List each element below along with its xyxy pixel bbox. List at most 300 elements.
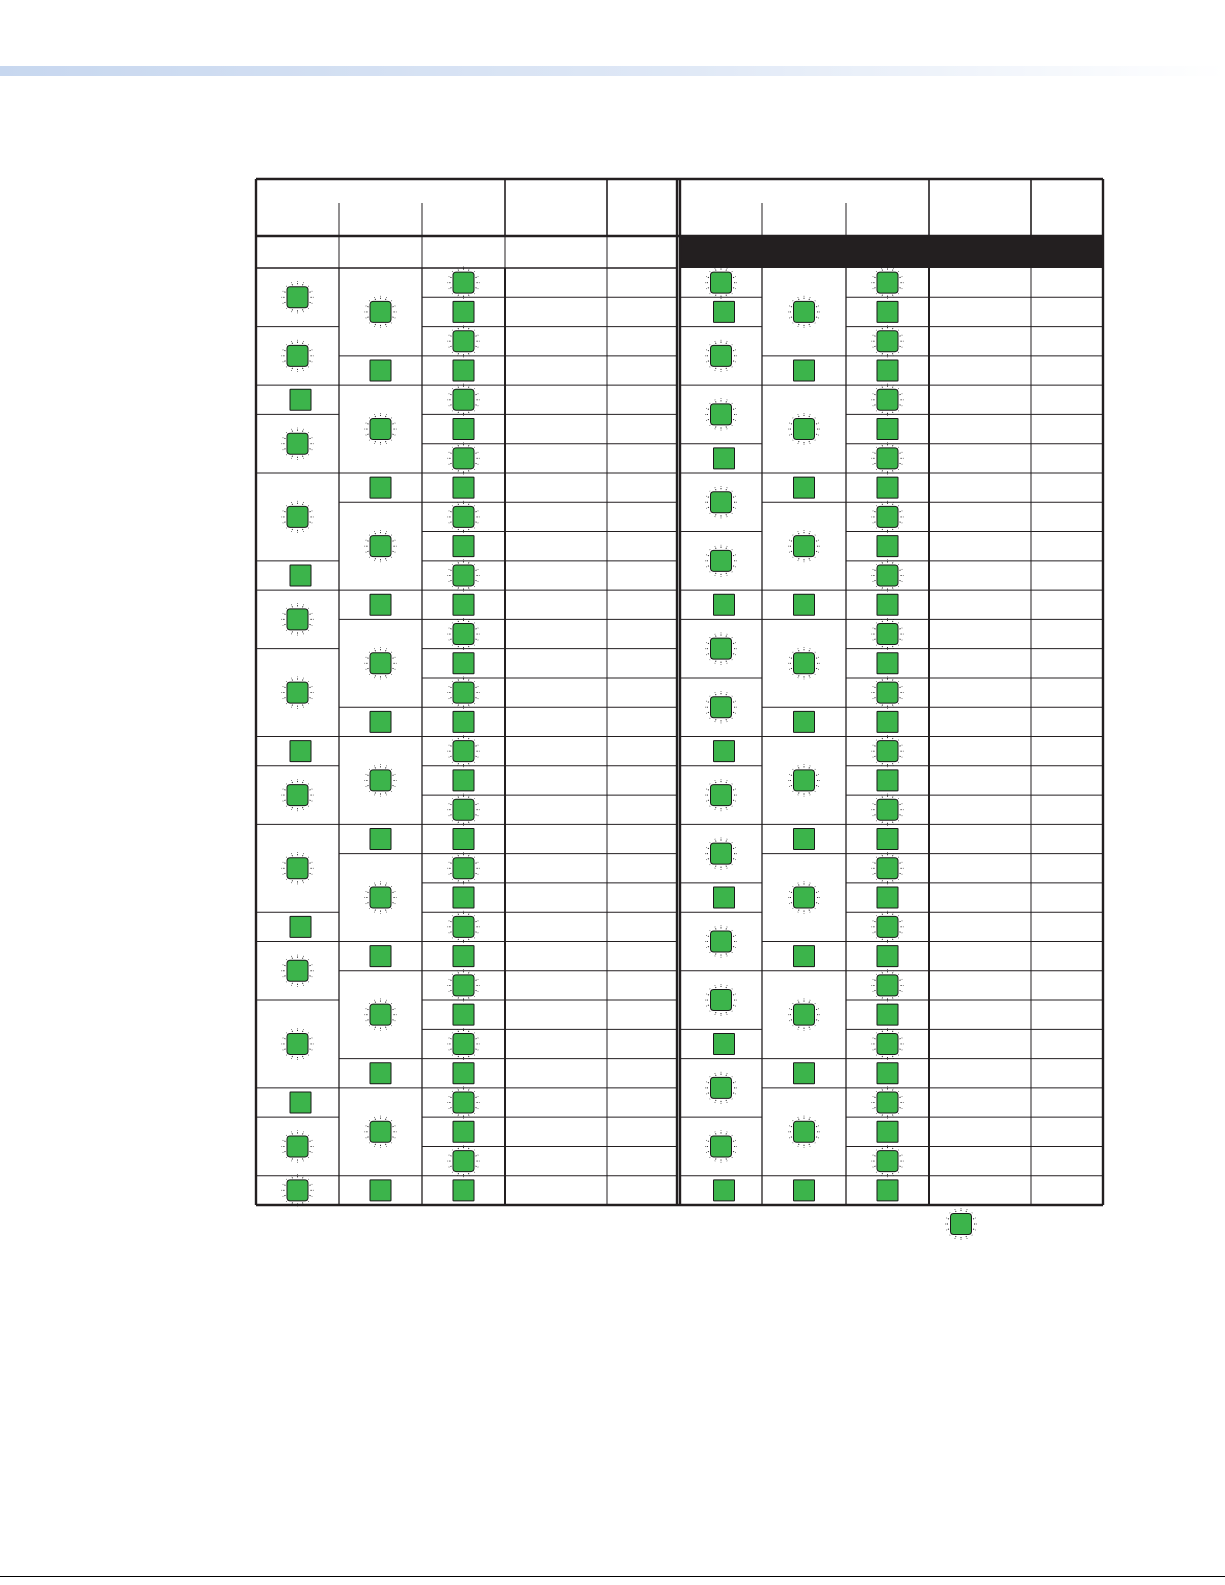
led-ray	[310, 1151, 313, 1152]
led-ray	[449, 580, 452, 581]
right-col3-led-11	[877, 594, 898, 615]
right-col3-led-25	[877, 1004, 898, 1025]
led-ray	[873, 698, 876, 699]
led-ray	[900, 463, 903, 464]
led-ray	[291, 282, 292, 285]
solid-led-icon	[290, 916, 311, 937]
right-col1-led-0	[705, 267, 737, 299]
led-ray	[789, 1126, 792, 1127]
left-col3-led-26	[448, 1028, 480, 1060]
led-ray	[302, 341, 303, 344]
blinking-led-icon	[877, 858, 898, 879]
led-ray	[873, 639, 876, 640]
led-ray	[385, 675, 386, 678]
led-ray	[789, 1020, 792, 1021]
led-ray	[291, 1056, 292, 1059]
led-ray	[476, 990, 479, 991]
left-col3-led-3	[453, 360, 474, 381]
led-ray	[706, 507, 709, 508]
led-ray	[733, 419, 736, 420]
solid-led-icon	[794, 828, 815, 849]
led-ray	[291, 678, 292, 681]
led-ray	[816, 657, 819, 658]
led-ray	[816, 668, 819, 669]
led-ray	[291, 807, 292, 810]
blinking-led-icon	[370, 419, 391, 440]
led-ray	[809, 558, 810, 561]
led-ray	[385, 1144, 386, 1147]
solid-led-icon	[290, 741, 311, 762]
led-ray	[366, 1126, 369, 1127]
led-ray	[449, 1166, 452, 1167]
blinking-led-icon	[370, 653, 391, 674]
led-ray	[789, 785, 792, 786]
led-ray	[789, 551, 792, 552]
led-ray	[393, 1020, 396, 1021]
led-ray	[873, 862, 876, 863]
left-col3-led-7	[453, 477, 474, 498]
left-col3-led-30	[448, 1145, 480, 1177]
led-ray	[733, 859, 736, 860]
led-ray	[873, 921, 876, 922]
blinking-led-icon	[453, 448, 474, 469]
led-ray	[873, 686, 876, 687]
led-ray	[310, 976, 313, 977]
led-ray	[816, 1126, 819, 1127]
led-ray	[291, 529, 292, 532]
left-col3-led-15	[453, 711, 474, 732]
led-ray	[302, 678, 303, 681]
led-ray	[449, 511, 452, 512]
led-ray	[393, 903, 396, 904]
footer-rule	[0, 1576, 1225, 1577]
led-ray	[873, 335, 876, 336]
led-ray	[726, 426, 727, 429]
led-ray	[310, 291, 313, 292]
led-ray	[366, 551, 369, 552]
table-grid	[256, 179, 1103, 1205]
led-ray	[733, 277, 736, 278]
led-ray	[393, 1126, 396, 1127]
solid-led-icon	[714, 301, 735, 322]
left-col1-led-9	[282, 779, 314, 811]
solid-led-icon	[794, 594, 815, 615]
led-ray	[393, 668, 396, 669]
led-ray	[449, 979, 452, 980]
blinking-led-icon	[877, 1033, 898, 1054]
led-ray	[816, 423, 819, 424]
led-ray	[900, 862, 903, 863]
led-ray	[476, 745, 479, 746]
led-ray	[715, 927, 716, 930]
led-ray	[476, 628, 479, 629]
led-ray	[789, 1009, 792, 1010]
led-ray	[733, 712, 736, 713]
led-ray	[283, 1038, 286, 1039]
left-col1-led-7	[282, 677, 314, 709]
led-ray	[900, 921, 903, 922]
led-ray	[973, 1229, 976, 1230]
legend-led-square	[951, 1214, 972, 1235]
blinking-led-icon	[711, 697, 732, 718]
led-ray	[715, 780, 716, 783]
solid-led-icon	[370, 711, 391, 732]
led-ray	[393, 1137, 396, 1138]
blinking-led-icon	[453, 1092, 474, 1113]
led-ray	[283, 1049, 286, 1050]
led-ray	[900, 698, 903, 699]
led-ray	[283, 291, 286, 292]
led-ray	[310, 302, 313, 303]
led-ray	[283, 361, 286, 362]
led-ray	[476, 756, 479, 757]
blinking-led-icon	[711, 404, 732, 425]
led-ray	[449, 921, 452, 922]
right-col1-led-5	[705, 486, 737, 518]
blinking-led-icon	[711, 638, 732, 659]
led-ray	[310, 1184, 313, 1185]
led-ray	[385, 558, 386, 561]
led-ray	[302, 880, 303, 883]
led-ray	[283, 873, 286, 874]
left-col3-led-8	[448, 501, 480, 533]
led-ray	[900, 990, 903, 991]
solid-led-icon	[877, 301, 898, 322]
led-ray	[715, 426, 716, 429]
blinking-led-icon	[287, 858, 308, 879]
solid-led-icon	[877, 887, 898, 908]
led-ray	[706, 946, 709, 947]
led-ray	[733, 496, 736, 497]
blinking-led-icon	[453, 272, 474, 293]
led-ray	[726, 927, 727, 930]
solid-led-icon	[714, 741, 735, 762]
led-ray	[374, 910, 375, 913]
blinking-led-icon	[287, 682, 308, 703]
led-ray	[393, 551, 396, 552]
left-col1-led-11	[290, 916, 311, 937]
led-ray	[385, 1117, 386, 1120]
led-ray	[726, 866, 727, 869]
blinking-led-icon	[370, 887, 391, 908]
right-col3-led-1	[877, 301, 898, 322]
led-ray	[900, 277, 903, 278]
led-ray	[900, 1038, 903, 1039]
right-col3-led-28	[872, 1087, 904, 1119]
right-col3-led-3	[877, 360, 898, 381]
led-ray	[283, 613, 286, 614]
led-ray	[706, 789, 709, 790]
led-ray	[385, 766, 386, 769]
right-col2-led-4	[788, 530, 820, 562]
right-col3-led-27	[877, 1063, 898, 1084]
led-ray	[449, 873, 452, 874]
led-ray	[449, 452, 452, 453]
blinking-led-icon	[453, 389, 474, 410]
left-col1-led-16	[282, 1174, 314, 1206]
right-col1-led-17	[705, 1072, 737, 1104]
right-col1-led-4	[714, 448, 735, 469]
right-col3-led-12	[872, 618, 904, 650]
led-ray	[366, 891, 369, 892]
led-ray	[476, 873, 479, 874]
led-ray	[374, 558, 375, 561]
right-col3-led-20	[872, 852, 904, 884]
led-ray	[873, 405, 876, 406]
led-ray	[809, 766, 810, 769]
blinking-led-icon	[711, 272, 732, 293]
right-col1-led-7	[714, 594, 735, 615]
led-ray	[715, 400, 716, 403]
led-ray	[291, 605, 292, 608]
solid-led-icon	[714, 594, 735, 615]
led-ray	[798, 649, 799, 652]
blinking-led-icon	[370, 536, 391, 557]
led-ray	[476, 277, 479, 278]
led-ray	[715, 1100, 716, 1103]
led-ray	[291, 983, 292, 986]
solid-led-icon	[794, 946, 815, 967]
led-ray	[449, 1049, 452, 1050]
led-ray	[283, 624, 286, 625]
led-ray	[291, 956, 292, 959]
led-ray	[449, 522, 452, 523]
led-ray	[706, 701, 709, 702]
left-col3-led-11	[453, 594, 474, 615]
led-ray	[302, 807, 303, 810]
led-ray	[385, 649, 386, 652]
led-ray	[715, 807, 716, 810]
blinking-led-icon	[453, 799, 474, 820]
led-ray	[385, 792, 386, 795]
led-ray	[726, 368, 727, 371]
led-ray	[900, 288, 903, 289]
led-ray	[283, 1140, 286, 1141]
led-ray	[798, 297, 799, 300]
solid-led-icon	[794, 360, 815, 381]
led-ray	[900, 815, 903, 816]
left-col3-led-13	[453, 653, 474, 674]
led-ray	[900, 569, 903, 570]
right-col2-led-14	[788, 1116, 820, 1148]
led-ray	[873, 511, 876, 512]
led-ray	[726, 661, 727, 664]
led-ray	[291, 780, 292, 783]
led-ray	[706, 712, 709, 713]
led-ray	[393, 774, 396, 775]
right-col1-led-16	[714, 1033, 735, 1054]
led-ray	[476, 1107, 479, 1108]
right-col3-led-19	[877, 828, 898, 849]
led-ray	[733, 800, 736, 801]
led-ray	[291, 309, 292, 312]
led-ray	[809, 649, 810, 652]
led-ray	[393, 317, 396, 318]
led-ray	[476, 639, 479, 640]
blinking-led-icon	[453, 624, 474, 645]
right-col2-led-3	[794, 477, 815, 498]
left-col1-led-4	[282, 501, 314, 533]
led-ray	[900, 511, 903, 512]
led-ray	[809, 1000, 810, 1003]
led-ray	[385, 1000, 386, 1003]
led-ray	[798, 792, 799, 795]
solid-led-icon	[453, 711, 474, 732]
led-ray	[900, 639, 903, 640]
led-ray	[881, 268, 882, 271]
led-ray	[449, 698, 452, 699]
solid-led-icon	[714, 448, 735, 469]
led-ray	[809, 792, 810, 795]
led-ray	[798, 910, 799, 913]
led-ray	[789, 774, 792, 775]
solid-led-icon	[370, 594, 391, 615]
legend	[945, 1208, 977, 1240]
led-ray	[283, 789, 286, 790]
right-col3-led-23	[877, 946, 898, 967]
blinking-led-icon	[711, 492, 732, 513]
led-ray	[374, 675, 375, 678]
led-ray	[476, 288, 479, 289]
led-ray	[809, 1144, 810, 1147]
led-ray	[798, 558, 799, 561]
led-ray	[385, 1027, 386, 1030]
blinking-led-icon	[877, 1092, 898, 1113]
led-ray	[302, 956, 303, 959]
right-col3-led-18	[872, 794, 904, 826]
solid-led-icon	[453, 1121, 474, 1142]
solid-led-icon	[877, 711, 898, 732]
blinking-led-icon	[877, 506, 898, 527]
led-ray	[706, 1151, 709, 1152]
blinking-led-icon	[287, 433, 308, 454]
left-col3-led-18	[448, 794, 480, 826]
led-ray	[715, 573, 716, 576]
right-col3-led-4	[872, 384, 904, 416]
right-col3-led-13	[877, 653, 898, 674]
led-ray	[283, 698, 286, 699]
right-col2-led-13	[794, 1063, 815, 1084]
right-col3-led-15	[877, 711, 898, 732]
led-ray	[809, 883, 810, 886]
led-ray	[873, 394, 876, 395]
led-ray	[706, 566, 709, 567]
led-ray	[310, 873, 313, 874]
led-ray	[449, 405, 452, 406]
led-ray	[291, 631, 292, 634]
led-ray	[900, 979, 903, 980]
left-col1-led-6	[282, 603, 314, 635]
led-ray	[900, 405, 903, 406]
led-ray	[302, 1132, 303, 1135]
blinking-led-icon	[877, 741, 898, 762]
led-ray	[798, 1027, 799, 1030]
led-ray	[789, 668, 792, 669]
solid-led-icon	[877, 360, 898, 381]
led-ray	[374, 1144, 375, 1147]
led-ray	[476, 569, 479, 570]
solid-led-icon	[877, 946, 898, 967]
led-ray	[715, 692, 716, 695]
left-col1-led-5	[290, 565, 311, 586]
led-ray	[873, 628, 876, 629]
led-ray	[302, 429, 303, 432]
led-ray	[302, 282, 303, 285]
left-col3-led-0	[448, 267, 480, 299]
solid-led-icon	[453, 419, 474, 440]
led-ray	[302, 605, 303, 608]
solid-led-icon	[794, 477, 815, 498]
right-col2-led-12	[788, 999, 820, 1031]
led-ray	[310, 800, 313, 801]
led-ray	[310, 613, 313, 614]
led-ray	[291, 1132, 292, 1135]
solid-led-icon	[290, 389, 311, 410]
blinking-led-icon	[711, 990, 732, 1011]
led-ray	[733, 935, 736, 936]
led-ray	[726, 780, 727, 783]
led-ray	[283, 1151, 286, 1152]
led-ray	[291, 880, 292, 883]
header-band-fill	[680, 236, 1103, 268]
right-col2-led-7	[794, 711, 815, 732]
led-ray	[283, 522, 286, 523]
solid-led-icon	[877, 1180, 898, 1201]
right-col1-led-13	[714, 887, 735, 908]
led-ray	[283, 862, 286, 863]
right-col1-led-8	[705, 633, 737, 665]
blinking-led-icon	[453, 916, 474, 937]
left-col3-led-20	[448, 852, 480, 884]
led-ray	[366, 668, 369, 669]
led-ray	[283, 976, 286, 977]
led-ray	[726, 1132, 727, 1135]
led-ray	[449, 394, 452, 395]
left-col3-led-19	[453, 828, 474, 849]
led-ray	[715, 546, 716, 549]
led-ray	[733, 946, 736, 947]
led-ray	[393, 540, 396, 541]
led-ray	[900, 628, 903, 629]
solid-led-icon	[794, 1180, 815, 1201]
led-ray	[900, 1166, 903, 1167]
led-ray	[798, 766, 799, 769]
led-ray	[726, 1100, 727, 1103]
solid-led-icon	[877, 536, 898, 557]
led-ray	[449, 756, 452, 757]
left-col1-led-12	[282, 955, 314, 987]
right-col3-led-10	[872, 559, 904, 591]
led-ray	[873, 745, 876, 746]
right-col2-led-9	[794, 828, 815, 849]
left-col3-led-1	[453, 301, 474, 322]
solid-led-icon	[453, 828, 474, 849]
led-ray	[816, 306, 819, 307]
led-ray	[302, 705, 303, 708]
led-ray	[449, 686, 452, 687]
led-ray	[310, 350, 313, 351]
led-ray	[726, 807, 727, 810]
led-ray	[715, 866, 716, 869]
led-ray	[310, 1195, 313, 1196]
led-ray	[733, 1151, 736, 1152]
right-col2-led-2	[788, 413, 820, 445]
led-ray	[816, 317, 819, 318]
left-col2-led-9	[370, 828, 391, 849]
blinking-led-icon	[794, 536, 815, 557]
led-ray	[733, 1140, 736, 1141]
left-col2-led-8	[365, 764, 397, 796]
